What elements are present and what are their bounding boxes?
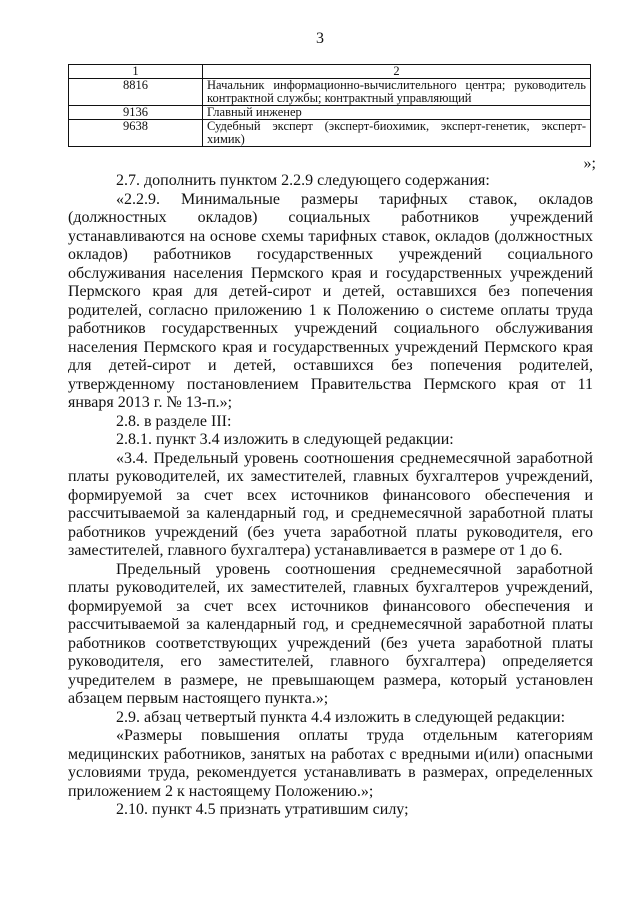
table-cell-code: 9136 [69,106,203,120]
table-cell-name: Судебный эксперт (эксперт-биохимик, эксперт-генетик, эксперт-химик) [203,120,591,147]
table-row [69,79,591,106]
paragraph: Предельный уровень соотношения среднемесячной заработной платы руководителей, их заместителей, главных бухгалтеров учреждений, формируемой за счет всех источников финансового обеспечения и рассчитываемой за календарный год, и среднемесячной заработной платы работников соответствующих учреждений (без учета заработной платы руководителя, его заместителей, главного бухгалтера) определяется учредителем в размере, не превышающем размера, который установлен абзацем первым настоящего пункта.»; [68,560,593,707]
table-cell-code: 8816 [69,79,203,106]
page-number: 3 [316,30,324,47]
table-row [69,106,591,120]
paragraph: «Размеры повышения оплаты труда отдельным категориям медицинских работников, занятых на работах с вредными и(или) опасными условиями труда, рекомендуется устанавливать в размерах, определенных приложением 2 к настоящему Положению.»; [68,727,593,800]
table-cell-code: 9638 [69,120,203,147]
code-table [68,64,591,147]
paragraph: 2.7. дополнить пунктом 2.2.9 следующего содержания: [116,172,490,189]
paragraph: «3.4. Предельный уровень соотношения среднемесячной заработной платы руководителей, их заместителей, главных бухгалтеров учреждений, формируемой за счет всех источников финансового обеспечения и рассчитываемой за календарный год, и среднемесячной заработной платы работников учреждений (без учета заработной платы руководителя, его заместителей, главного бухгалтера) устанавливается в размере от 1 до 6. [68,449,593,559]
paragraph: «2.2.9. Минимальные размеры тарифных ставок, окладов (должностных окладов) социальных работников учреждений устанавливаются на основе схемы тарифных ставок, окладов (должностных окладов) работников государственных учреждений социального обслуживания населения Пермского края и государственных учреждений Пермского края для детей-сирот и детей, оставшихся без попечения родителей, согласно приложению 1 к Положению о системе оплаты труда работников государственных учреждений социального обслуживания населения Пермского края и государственных учреждений Пермского края для детей-сирот и детей, оставшихся без попечения родителей, утвержденному постановлением Правительства Пермского края от 11 января 2013 г. № 13-п.»; [68,190,593,411]
table-header-row [69,65,591,79]
paragraph: 2.8.1. пункт 3.4 изложить в следующей редакции: [116,431,454,448]
paragraph: 2.10. пункт 4.5 признать утратившим силу; [116,801,409,818]
paragraph: 2.9. абзац четвертый пункта 4.4 изложить в следующей редакции: [116,708,566,726]
paragraph: 2.8. в разделе III: [116,412,232,430]
closing-quote: »; [583,155,596,172]
table-row [69,120,591,147]
table-cell-name: Главный инженер [203,106,591,120]
table-cell-name: Начальник информационно-вычислительного центра; руководитель контрактной службы; контрактный управляющий [203,79,591,106]
column-header: 1 [69,65,203,79]
column-header: 2 [203,65,591,79]
document-body [68,172,593,820]
